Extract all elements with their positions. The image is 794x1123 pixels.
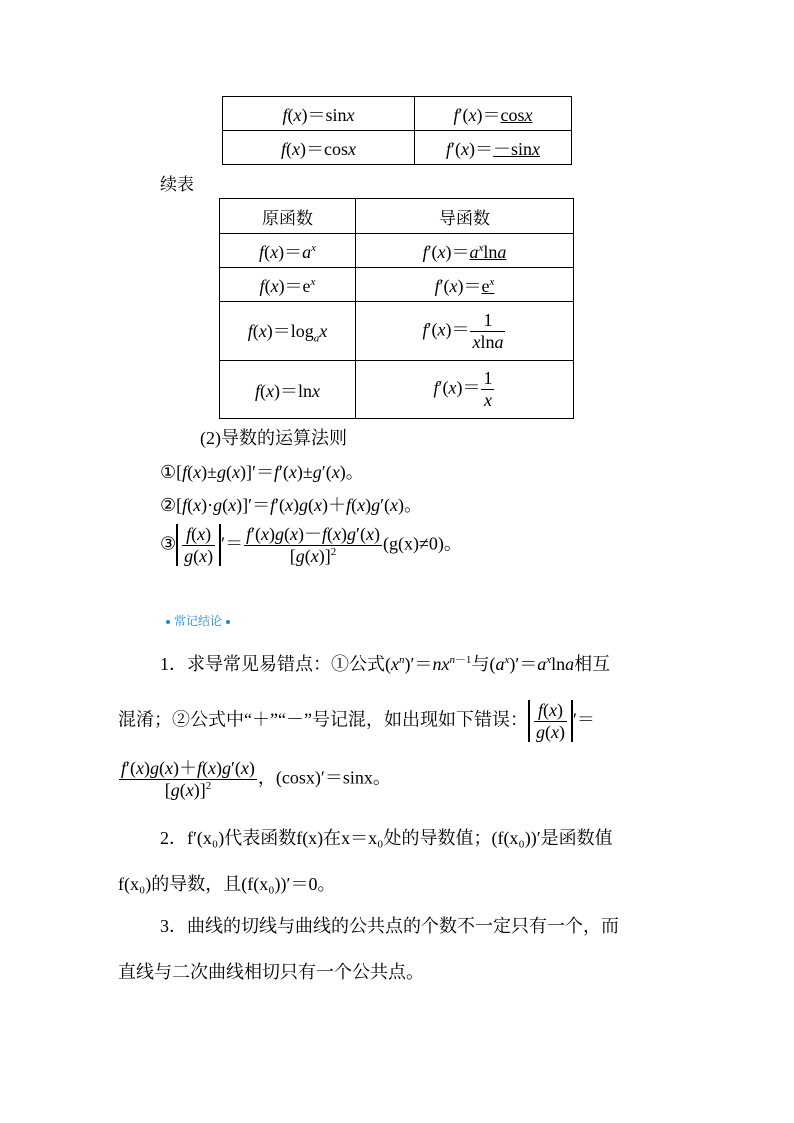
- table2-row1-left: $f(x)=a^x$: [220, 234, 356, 268]
- conclusion-2-line1: 2．f′(x₀)代表函数f(x)在x＝x₀处的导数值；(f(x₀))′是函数值: [160, 828, 613, 848]
- conclusion-1-line3: $\frac{f'(x)g(x)+f(x)g'(x)}{[g(x)]^2}$ ，(cosx)′＝sinx。: [121, 758, 391, 800]
- conclusion-3-line2: 直线与二次曲线相切只有一个公共点。: [118, 962, 424, 982]
- rule-3: ③ $\frac{f(x)}{g(x)}$ ′＝ $\frac{f'(x)g(x)-f(x)g'(x)}{[g(x)]^2}$ (g(x)≠0)。: [160, 524, 462, 566]
- conclusion-2-line2: f(x₀)的导数，且(f(x₀))′＝0。: [118, 874, 336, 894]
- table2-row3-right: f′(x)＝ $\frac{1}{xlna}$: [356, 302, 574, 361]
- table2-row2-left: $f(x)=e^x$: [220, 268, 356, 302]
- continued-label: 续表: [160, 175, 194, 195]
- table1-row1-right: f′(x)＝cosx: [415, 97, 572, 131]
- table2-row3-left: $f(x)=\log_ax$: [220, 302, 356, 361]
- section-title: (2)导数的运算法则: [200, 428, 347, 448]
- derivative-table-1: [222, 96, 572, 165]
- table1-row2-right: f′(x)＝－sinx: [415, 131, 572, 165]
- table2-row4-right: f′(x)＝ $\frac{1}{x}$: [356, 361, 574, 419]
- table1-row2-left: f(x)＝cosx: [223, 131, 415, 165]
- table1-row1-left: f(x)＝sinx: [223, 97, 415, 131]
- conclusion-1-line2: 混淆；②公式中“＋”“－”号记混，如出现如下错误： $\frac{f(x)}{g(x)}$ ′＝: [118, 700, 595, 742]
- table2-header-original: 原函数: [220, 199, 356, 234]
- conclusion-tag: 常记结论: [162, 612, 234, 629]
- table2-header-derivative: 导函数: [356, 199, 574, 234]
- rule-2: ②[f(x)·g(x)]′＝f′(x)g(x)＋f(x)g′(x)。: [160, 495, 422, 515]
- table2-row4-left: f(x)＝lnx: [220, 361, 356, 419]
- conclusion-1-line1: 1．求导常见易错点：①公式$(x^n)'=nx^{n-1}$与$(a^x)'=a^x\ln a$相互: [160, 654, 611, 674]
- table2-row1-right: $f'(x)=a^x\ln a$: [356, 234, 574, 268]
- rule-3-label: ③: [160, 533, 177, 554]
- rule-3-condition: (g(x)≠0)。: [382, 533, 462, 554]
- conclusion-3-line1: 3．曲线的切线与曲线的公共点的个数不一定只有一个，而: [160, 916, 619, 936]
- table2-row2-right: $f'(x)=e^x$: [356, 268, 574, 302]
- derivative-table-2: [219, 198, 574, 419]
- rule-1: ①[f(x)±g(x)]′＝f′(x)±g′(x)。: [160, 462, 364, 482]
